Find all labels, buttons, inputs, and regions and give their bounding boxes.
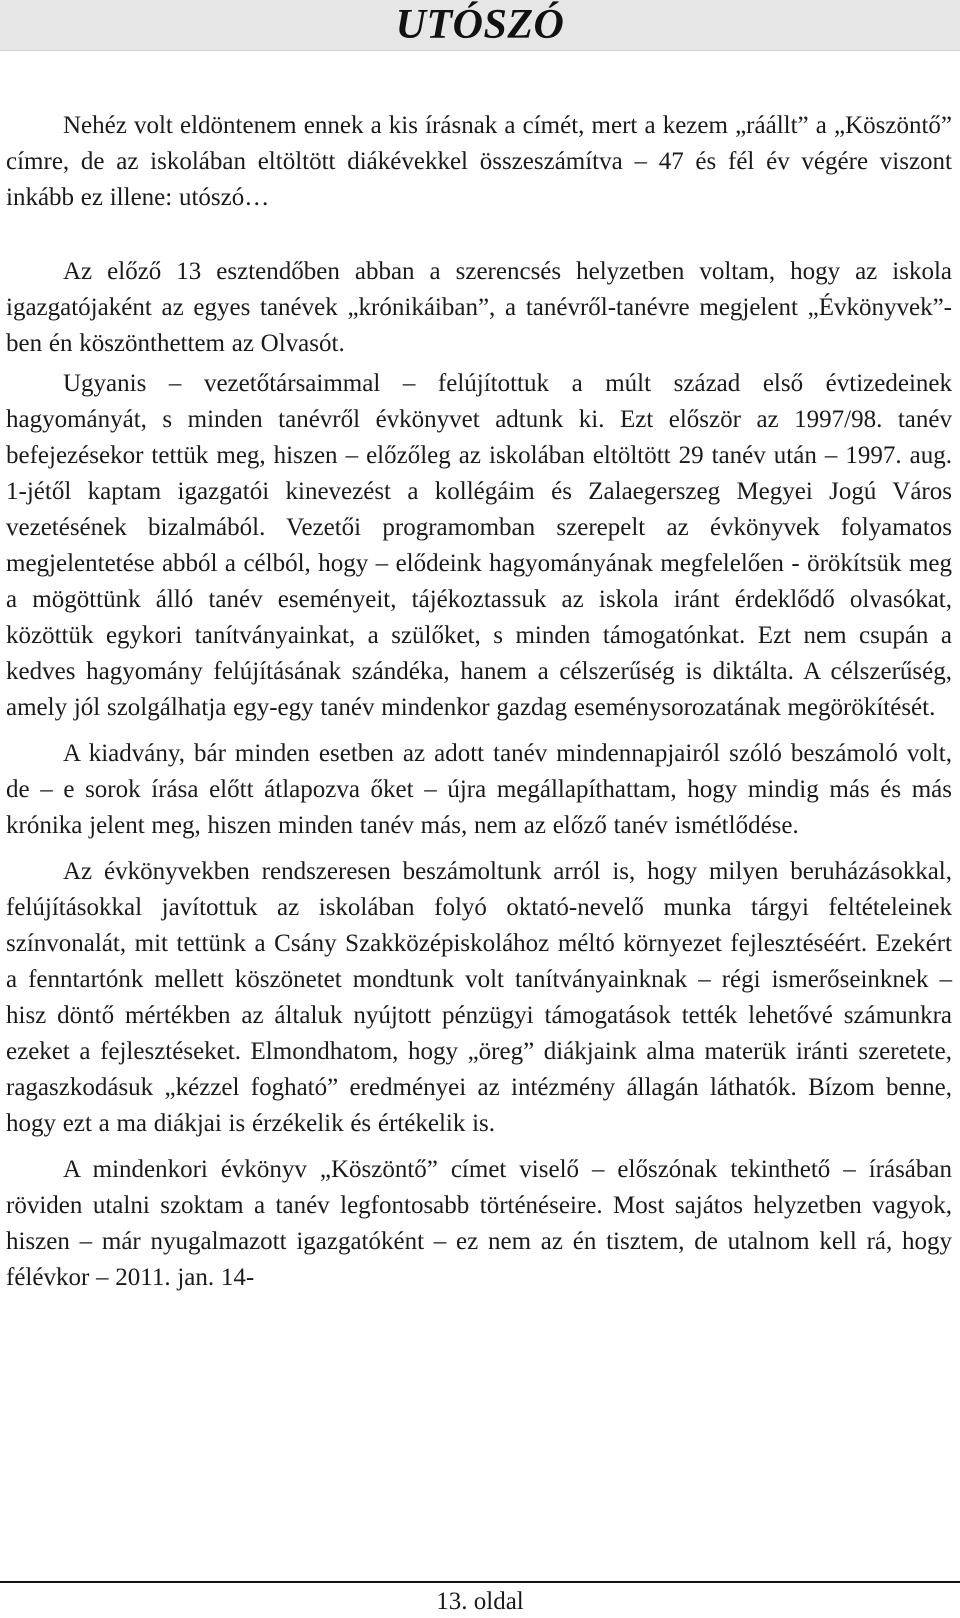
page-title: UTÓSZÓ (395, 2, 565, 48)
paragraph-6: A mindenkori évkönyv „Köszöntő” címet viselő – előszónak tekinthető – írásában röviden utalni szoktam a tanév legfontosabb történéseire. Most sajátos helyzetben vagyok, hiszen – már nyugalmazott igazgatóként – ez nem az én tisztem, de utalnom kell rá, hogy félévkor – 2011. jan. 14- (6, 1156, 952, 1291)
paragraph-2: Az előző 13 esztendőben abban a szerencsés helyzetben voltam, hogy az iskola igazgatójaként az egyes tanévek „krónikáiban”, a tanévről-tanévre megjelent „Évkönyvek”-ben én köszönthettem az Olvasót. (6, 258, 952, 357)
paragraph-3: Ugyanis – vezetőtársaimmal – felújítottuk a múlt század első évtizedeinek hagyományát, s minden tanévről évkönyvet adtunk ki. Ezt először az 1997/98. tanév befejezésekor tettük meg, hiszen – előzőleg az iskolában eltöltött 29 tanév után – 1997. aug. 1-jétől kaptam igazgatói kinevezést a kollégáim és Zalaegerszeg Megyei Jogú Város vezetésének bizalmából. Vezetői programomban szerepelt az évkönyvek folyamatos megjelentetése abból a célból, hogy – elődeink hagyományának megfelelően - örökítsük meg a mögöttünk álló tanév eseményeit, tájékoztassuk az iskola iránt érdeklődő olvasókat, közöttük egykori tanítványainkat, a szülőket, s minden támogatónkat. Ezt nem csupán a kedves hagyomány felújításának szándéka, hanem a célszerűség is diktálta. A célszerűség, amely jól szolgálhatja egy-egy tanév mindenkor gazdag eseménysorozatának megörökítését. (6, 370, 952, 721)
paragraph-5: Az évkönyvekben rendszeresen beszámoltunk arról is, hogy milyen beruházásokkal, felújításokkal javítottuk az iskolában folyó oktató-nevelő munka tárgyi feltételeinek színvonalát, mit tettünk a Csány Szakközépiskolához méltó környezet fejlesztéséért. Ezekért a fenntartónk mellett köszönetet mondtunk volt tanítványainknak – régi ismerőseinknek – hisz döntő mértékben az általuk nyújtott pénzügyi támogatások tették lehetővé számunkra ezeket a fejlesztéseket. Elmondhatom, hogy „öreg” diákjaink alma materük iránti szeretete, ragaszkodásuk „kézzel fogható” eredményei az intézmény állagán láthatók. Bízom benne, hogy ezt a ma diákjai is érzékelik és értékelik is. (6, 858, 952, 1137)
document-body (6, 108, 952, 1296)
page-number: 13. oldal (436, 1588, 524, 1615)
footer-divider (0, 1581, 960, 1583)
paragraph-1: Nehéz volt eldöntenem ennek a kis írásnak a címét, mert a kezem „ráállt” a „Köszöntő” címre, de az iskolában eltöltött diákévekkel összeszámítva – 47 és fél év végére viszont inkább ez illene: utószó… (6, 112, 952, 211)
paragraph-4: A kiadvány, bár minden esetben az adott tanév mindennapjairól szóló beszámoló volt, de – e sorok írása előtt átlapozva őket – újra megállapíthattam, hogy mindig más és más krónika jelent meg, hiszen minden tanév más, nem az előző tanév ismétlődése. (6, 740, 952, 839)
